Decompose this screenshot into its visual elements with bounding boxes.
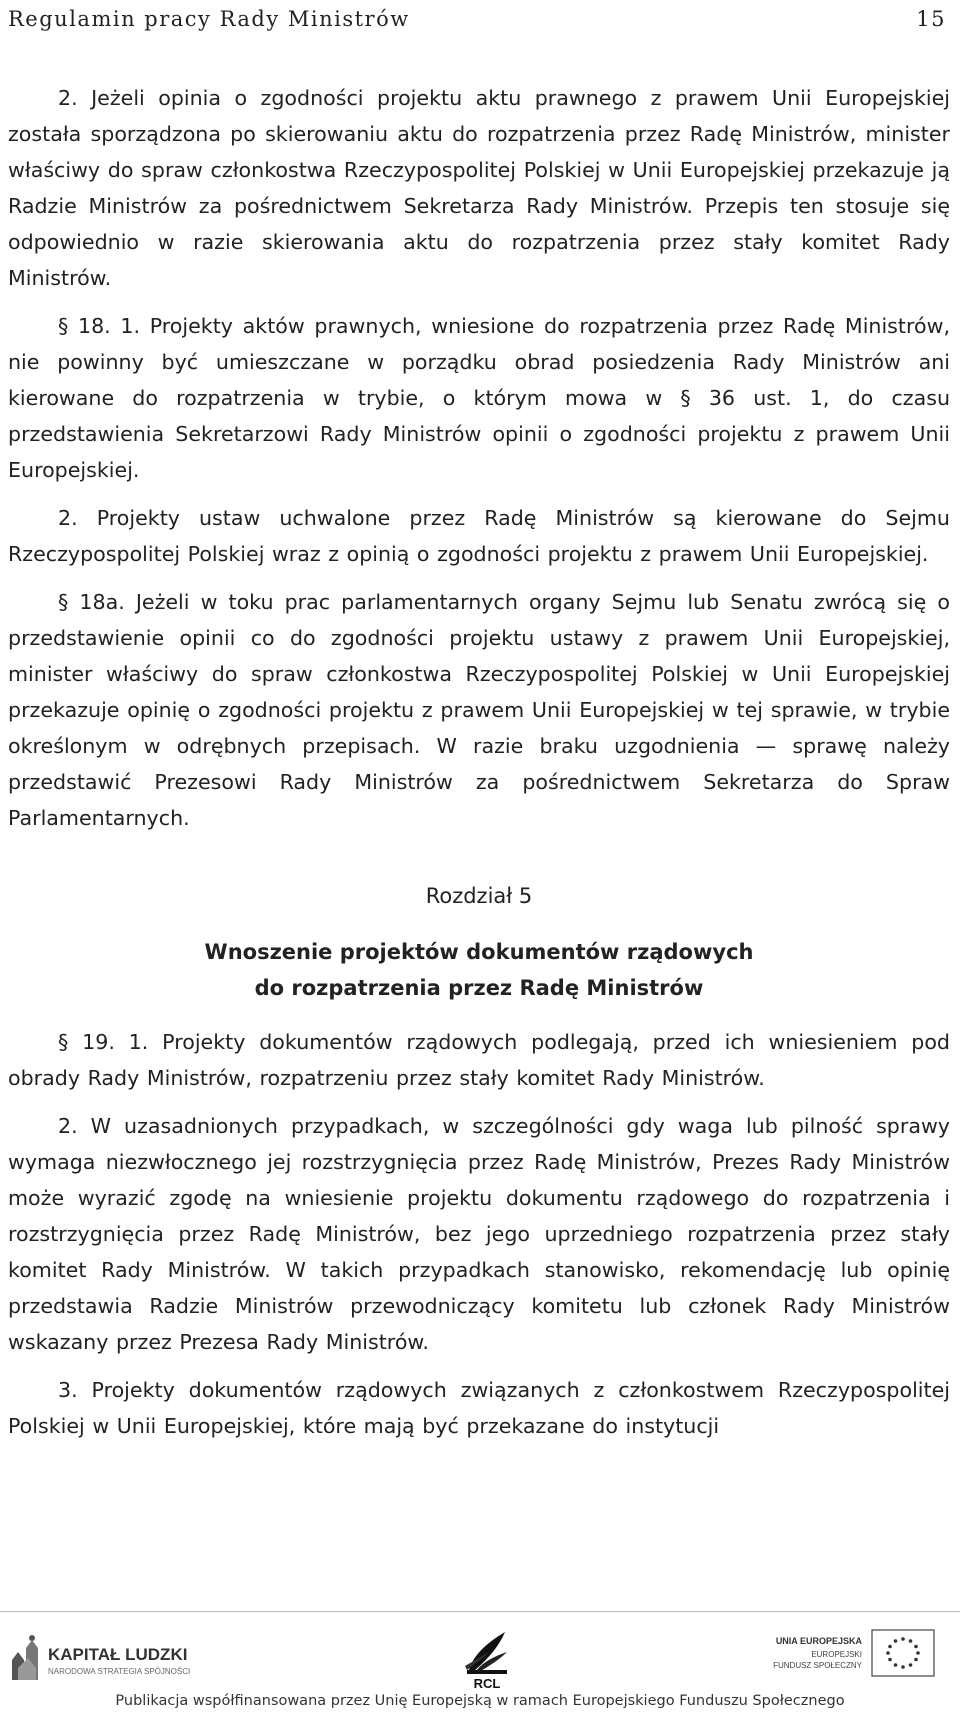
eu-flag-icon [872, 1630, 934, 1676]
chapter-title [8, 934, 950, 1006]
page-number: 15 [916, 7, 946, 31]
footer-cofinancing-note: Publikacja współfinansowana przez Unię Europejską w ramach Europejskiego Funduszu Społecznego [115, 1693, 845, 1709]
rcl-label: RCL [473, 1676, 501, 1691]
paragraph-19-1: § 19. 1. Projekty dokumentów rządowych podlegają, przed ich wniesieniem pod obrady Rady Ministrów, rozpatrzeniu przez stały komitet Rady Ministrów. [8, 1030, 950, 1090]
chapter-heading: Rozdział 5 [425, 884, 533, 908]
kl-line-1: KAPITAŁ LUDZKI [48, 1645, 188, 1664]
paragraph-18a: § 18a. Jeżeli w toku prac parlamentarnych organy Sejmu lub Senatu zwrócą się o przedstawienie opinii co do zgodności projektu ustawy z prawem Unii Europejskiej, minister właściwy do spraw członkostwa Rzeczypospolitej Polskiej w Unii Europejskiej przekazuje opinię o zgodności projektu z prawem Unii Europejskiej w tej sprawie, w trybie określonym w odrębnych przepisach. W razie braku uzgodnienia — sprawę należy przedstawić Prezesowi Rady Ministrów za pośrednictwem Sekretarza do Spraw Parlamentarnych. [8, 590, 950, 830]
kapital-ludzki-logo [8, 1630, 258, 1690]
paragraph-18-2: 2. Projekty ustaw uchwalone przez Radę Ministrów są kierowane do Sejmu Rzeczypospolitej Polskiej wraz z opinią o zgodności projektu z prawem Unii Europejskiej. [8, 506, 950, 566]
paragraph-18-1: § 18. 1. Projekty aktów prawnych, wniesione do rozpatrzenia przez Radę Ministrów, nie powinny być umieszczane w porządku obrad posiedzenia Rady Ministrów ani kierowane do rozpatrzenia w trybie, o którym mowa w § 36 ust. 1, do czasu przedstawienia Sekretarzowi Rady Ministrów opinii o zgodności projektu z prawem Unii Europejskiej. [8, 314, 950, 482]
running-header [8, 4, 946, 34]
rcl-quill-icon [465, 1632, 507, 1674]
unia-europejska-logo [722, 1626, 952, 1686]
document-body [8, 80, 950, 1444]
ue-line-1: UNIA EUROPEJSKA [775, 1636, 862, 1646]
paragraph-19-2: 2. W uzasadnionych przypadkach, w szczególności gdy waga lub pilność sprawy wymaga niezwłocznego jej rozstrzygnięcia przez Radę Ministrów, Prezes Rady Ministrów może wyrazić zgodę na wniesienie projektu dokumentu rządowego do rozpatrzenia i rozstrzygnięcia przez Radę Ministrów, bez jego uprzedniego rozpatrzenia przez stały komitet Rady Ministrów. W takich przypadkach stanowisko, rekomendację lub opinię przedstawia Radzie Ministrów przewodniczący komitetu lub członek Rady Ministrów wskazany przez Prezesa Rady Ministrów. [8, 1114, 950, 1354]
rcl-logo [455, 1626, 519, 1692]
kl-line-2: NARODOWA STRATEGIA SPÓJNOŚCI [48, 1667, 191, 1676]
chapter-title-line-1: Wnoszenie projektów dokumentów rządowych [204, 940, 754, 964]
paragraph-17-2: 2. Jeżeli opinia o zgodności projektu aktu prawnego z prawem Unii Europejskiej została sporządzona po skierowaniu aktu do rozpatrzenia przez Radę Ministrów, minister właściwy do spraw członkostwa Rzeczypospolitej Polskiej w Unii Europejskiej przekazuje ją Radzie Ministrów za pośrednictwem Sekretarza Rady Ministrów. Przepis ten stosuje się odpowiednio w razie skierowania aktu do rozpatrzenia przez stały komitet Rady Ministrów. [8, 86, 950, 290]
footer-divider [0, 1611, 960, 1612]
ue-line-3: FUNDUSZ SPOŁECZNY [773, 1661, 862, 1670]
chapter-title-line-2: do rozpatrzenia przez Radę Ministrów [254, 976, 704, 1000]
ue-line-2: EUROPEJSKI [811, 1650, 862, 1659]
kapital-ludzki-emblem-icon [8, 1635, 42, 1682]
paragraph-19-3: 3. Projekty dokumentów rządowych związanych z członkostwem Rzeczypospolitej Polskiej w Unii Europejskiej, które mają być przekazane do instytucji [8, 1378, 950, 1438]
running-header-title: Regulamin pracy Rady Ministrów [8, 7, 410, 31]
